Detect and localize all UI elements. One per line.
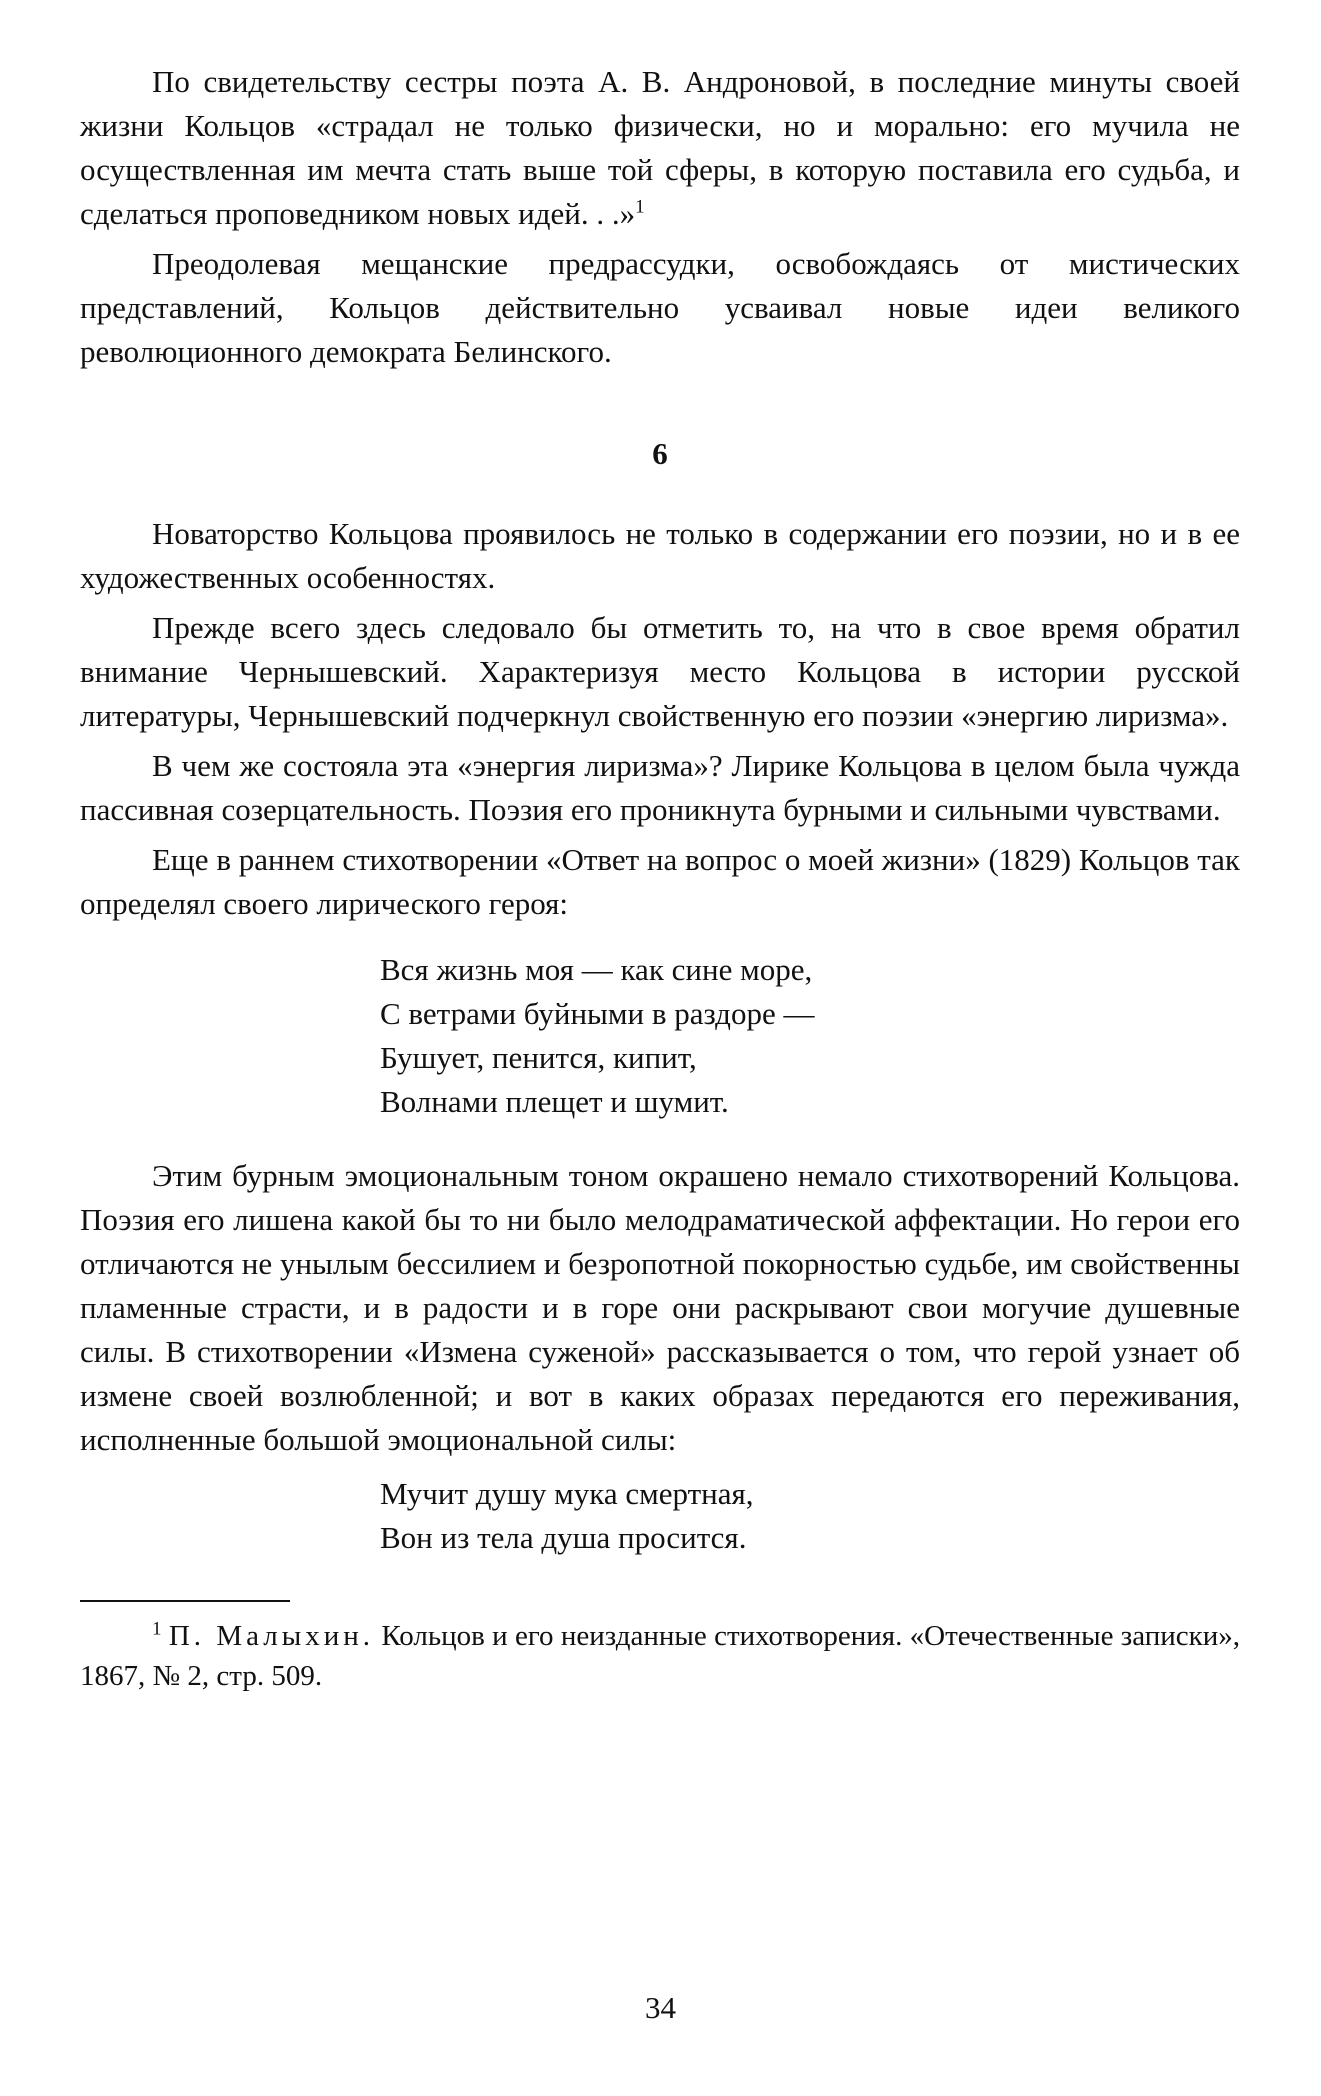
verse-line: Вон из тела душа просится.	[380, 1520, 747, 1555]
verse-line: Бушует, пенится, кипит,	[380, 1040, 697, 1075]
paragraph-4: Еще в раннем стихотворении «Ответ на вопрос о моей жизни» (1829) Кольцов так определял своего лирического героя:	[80, 842, 1240, 921]
paragraph-2: Прежде всего здесь следовало бы отметить то, на что в свое время обратил внимание Чернышевский. Характеризуя место Кольцова в истории русской литературы, Чернышевский подчеркнул свойственную его поэзии «энергию лиризма».	[80, 610, 1240, 733]
footnote	[80, 1616, 1240, 1696]
page-body	[80, 60, 1240, 1696]
verse-line: Волнами плещет и шумит.	[380, 1084, 729, 1119]
paragraph-5: Этим бурным эмоциональным тоном окрашено немало стихотворений Кольцова. Поэзия его лишена какой бы то ни было мелодраматической аффектации. Но герои его отличаются не унылым бессилием и безропотной покорностью судьбе, им свойственны пламенные страсти, и в радости и в горе они раскрывают свои могучие душевные силы. В стихотворении «Измена суженой» рассказывается о том, что герой узнает об измене своей возлюбленной; и вот в каких образах передаются его переживания, исполненные большой эмоциональной силы:	[80, 1158, 1240, 1457]
footnote-reference[interactable]: 1	[635, 196, 645, 218]
verse-quote-1	[380, 948, 1240, 1124]
paragraph-3: В чем же состояла эта «энергия лиризма»? Лирике Кольцова в целом была чужда пассивная созерцательность. Поэзия его проникнута бурными и сильными чувствами.	[80, 748, 1240, 827]
section-number: 6	[652, 436, 668, 471]
footnote-author: П. Малыхин.	[168, 1620, 375, 1652]
verse-line: С ветрами буйными в раздоре —	[380, 996, 815, 1031]
page-number: 34	[645, 1990, 676, 2025]
footnote-text: Кольцов и его неизданные стихотворения. «Отечественные записки», 1867, № 2, стр. 509.	[80, 1620, 1241, 1692]
verse-line: Вся жизнь моя — как сине море,	[380, 952, 813, 987]
verse-quote-2	[380, 1472, 1240, 1560]
paragraph-intro-2: Преодолевая мещанские предрассудки, освобождаясь от мистических представлений, Кольцов действительно усваивал новые идеи великого революционного демократа Белинского.	[80, 246, 1240, 369]
verse-line: Мучит душу мука смертная,	[380, 1476, 754, 1511]
footnote-divider	[80, 1600, 290, 1602]
footnote-marker: 1	[152, 1618, 162, 1640]
paragraph-intro-1: По свидетельству сестры поэта А. В. Андроновой, в последние минуты своей жизни Кольцов «страдал не только физически, но и морально: его мучила не осуществленная им мечта стать выше той сферы, в которую поставила его судьба, и сделаться проповедником новых идей. . .»$^1$	[80, 64, 1240, 231]
paragraph-1: Новаторство Кольцова проявилось не только в содержании его поэзии, но и в ее художественных особенностях.	[80, 516, 1240, 595]
